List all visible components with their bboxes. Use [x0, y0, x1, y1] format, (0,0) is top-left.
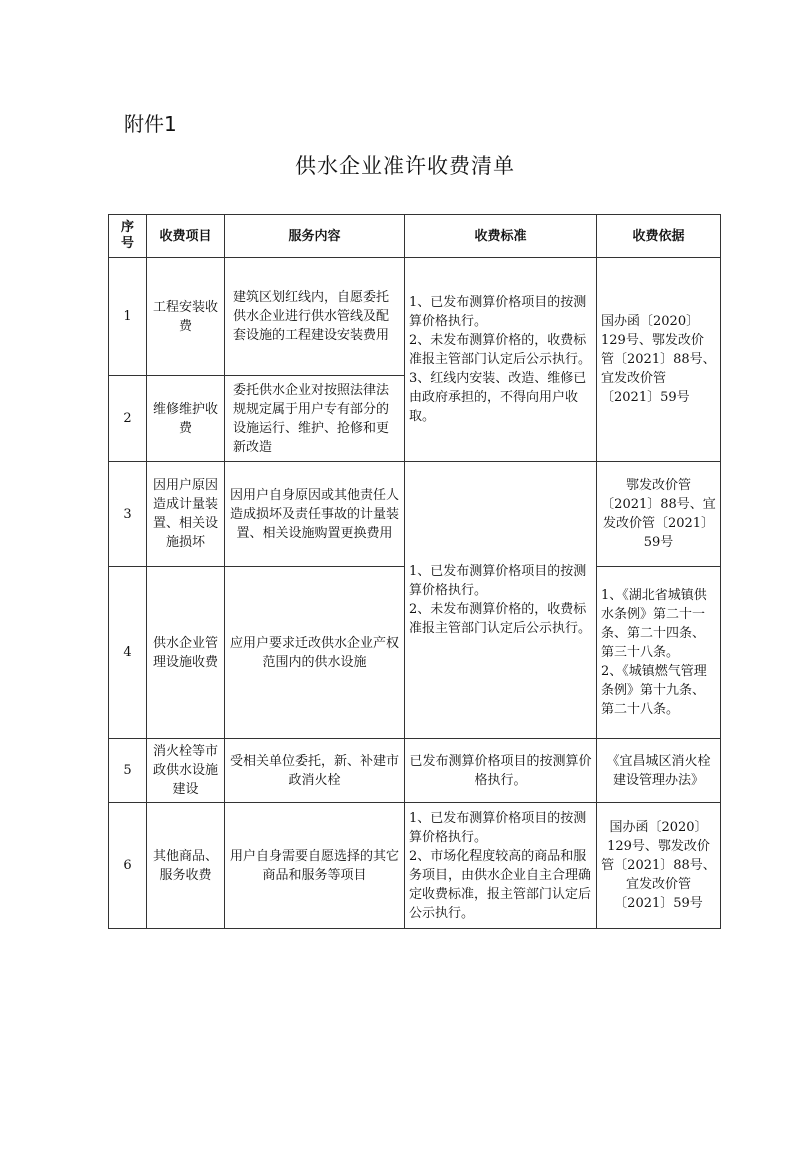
- page-title: 供水企业准许收费清单: [295, 154, 515, 178]
- header-item: 收费项目: [147, 215, 225, 258]
- row-service: 应用户要求迁改供水企业产权范围内的供水设施: [225, 567, 405, 739]
- row-basis: 鄂发改价管〔2021〕88号、宜发改价管〔2021〕59号: [597, 462, 721, 567]
- table-row: [109, 258, 721, 376]
- row-service: 建筑区划红线内，自愿委托供水企业进行供水管线及配套设施的工程建设安装费用: [225, 258, 405, 376]
- row-item: 维修维护收费: [147, 376, 225, 462]
- table-row: [109, 739, 721, 803]
- row-service: 委托供水企业对按照法律法规规定属于用户专有部分的设施运行、维护、抢修和更新改造: [225, 376, 405, 462]
- basis-text: 1、《湖北省城镇供水条例》第二十一条、第二十四条、第三十八条。 2、《城镇燃气管理条例》第十九条、第二十八条。: [601, 588, 707, 717]
- fee-table: [108, 214, 721, 929]
- row-item: 消火栓等市政供水设施建设: [147, 739, 225, 803]
- header-standard: 收费标准: [405, 215, 597, 258]
- row-basis: 《宜昌城区消火栓建设管理办法》: [597, 739, 721, 803]
- row-item: 因用户原因造成计量装置、相关设施损坏: [147, 462, 225, 567]
- row-seq: 3: [109, 462, 147, 567]
- standard-text: 1、已发布测算价格项目的按测算价格执行。 2、未发布测算价格的，收费标准报主管部门认定后公示执行。: [409, 564, 592, 636]
- row-standard: [405, 803, 597, 929]
- standard-text: 1、已发布测算价格项目的按测算价格执行。 2、市场化程度较高的商品和服务项目，由供水企业自主合理确定收费标准，报主管部门认定后公示执行。: [409, 810, 592, 921]
- attachment-label: 附件1: [124, 112, 177, 136]
- row-seq: 5: [109, 739, 147, 803]
- basis-text: 国办函〔2020〕129号、鄂发改价管〔2021〕88号、宜发改价管〔2021〕59号: [601, 314, 716, 405]
- row-basis: [597, 567, 721, 739]
- row-service: 用户自身需要自愿选择的其它商品和服务等项目: [225, 803, 405, 929]
- row-item: 其他商品、服务收费: [147, 803, 225, 929]
- header-seq: 序号: [109, 215, 147, 258]
- standard-text: 1、已发布测算价格项目的按测算价格执行。 2、未发布测算价格的，收费标准报主管部门认定后公示执行。 3、红线内安装、改造、维修已由政府承担的，不得向用户收取。: [409, 295, 592, 424]
- header-service: 服务内容: [225, 215, 405, 258]
- row-item: 供水企业管理设施收费: [147, 567, 225, 739]
- row-item: 工程安装收费: [147, 258, 225, 376]
- row-seq: 4: [109, 567, 147, 739]
- row-seq: 1: [109, 258, 147, 376]
- row-basis: [597, 258, 721, 462]
- row-seq: 6: [109, 803, 147, 929]
- row-service: 因用户自身原因或其他责任人造成损坏及责任事故的计量装置、相关设施购置更换费用: [225, 462, 405, 567]
- row-standard: 已发布测算价格项目的按测算价格执行。: [405, 739, 597, 803]
- row-service: 受相关单位委托，新、补建市政消火栓: [225, 739, 405, 803]
- row-standard: [405, 258, 597, 462]
- table-row: [109, 462, 721, 567]
- row-standard: [405, 462, 597, 739]
- table-header-row: [109, 215, 721, 258]
- table-row: [109, 803, 721, 929]
- header-basis: 收费依据: [597, 215, 721, 258]
- row-basis: 国办函〔2020〕129号、鄂发改价管〔2021〕88号、宜发改价管〔2021〕59号: [597, 803, 721, 929]
- row-seq: 2: [109, 376, 147, 462]
